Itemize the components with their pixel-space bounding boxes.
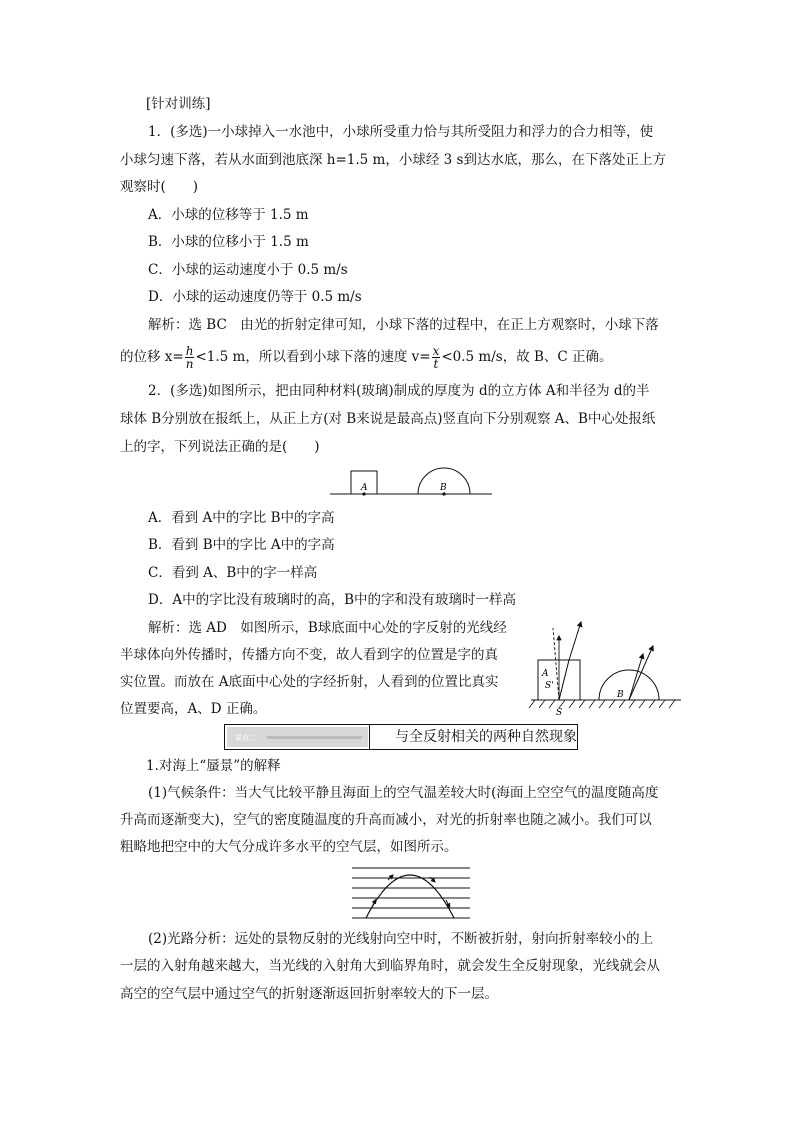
part1-p2-line3: 高空的空气层中通过空气的折射逐渐返回折射率较大的下一层。 <box>120 986 498 1002</box>
fig-label-a: A <box>361 483 368 493</box>
section-badge <box>227 727 368 747</box>
section-title: 与全反射相关的两种自然现象 <box>395 729 577 745</box>
part1-p2-line2: 一层的入射角越来越大，当光线的入射角大到临界角时，就会发生全反射现象，光线就会从 <box>120 958 660 974</box>
frac-num: x <box>432 344 440 358</box>
part1-heading: 1.对海上“蜃景”的解释 <box>146 758 281 774</box>
part1-p1-line1: (1)气候条件：当大气比较平静且海面上的空气温差较大时(海面上空空气的温度随高度 <box>148 785 659 801</box>
fig-label-b: B <box>440 483 447 493</box>
q2-analysis-line4: 位置要高，A、D 正确。 <box>120 701 267 717</box>
q2-line2: 球体 B分别放在报纸上，从正上方(对 B来说是最高点)竖直向下分别观察 A、B中心处报纸 <box>120 411 656 427</box>
frac-den: t <box>433 357 439 371</box>
q1-analysis-text-b: <1.5 m，所以看到小球下落的速度 v= <box>195 349 431 365</box>
q1-analysis-line2 <box>120 345 613 370</box>
frac-den: n <box>185 357 194 371</box>
part1-p1-line2: 升高而逐渐变大)，空气的密度随温度的升高而减小，对光的折射率也随之减小。我们可以 <box>120 812 652 828</box>
q2-line1: 2．(多选)如图所示，把由同种材料(玻璃)制成的厚度为 d的立方体 A和半径为 d的半 <box>148 383 650 399</box>
fig2-label-s: S <box>556 708 563 718</box>
fraction-h-over-n <box>185 345 195 370</box>
air-layers-figure <box>350 862 472 920</box>
q2-analysis-line2: 半球体向外传播时，传播方向不变，故人看到字的位置是字的真 <box>120 647 498 663</box>
fig2-label-b: B <box>617 690 624 700</box>
q1-line3: 观察时( ) <box>120 179 199 195</box>
q2-option-c: C．看到 A、B中的字一样高 <box>148 565 318 581</box>
q2-option-d: D．A中的字比没有玻璃时的高，B中的字和没有玻璃时一样高 <box>148 592 516 608</box>
cube-hemisphere-figure <box>330 466 494 498</box>
q2-analysis-line3: 实位置。而放在 A底面中心处的字经折射，人看到的位置比真实 <box>120 674 499 690</box>
q2-line3: 上的字，下列说法正确的是( ) <box>120 439 320 455</box>
q1-option-c: C．小球的运动速度小于 0.5 m/s <box>148 262 348 278</box>
part1-p1-line3: 粗略地把空中的大气分成许多水平的空气层，如图所示。 <box>120 839 458 855</box>
q1-analysis-line1: 解析：选 BC 由光的折射定律可知，小球下落的过程中，在正上方观察时，小球下落 <box>148 317 659 333</box>
q2-option-a: A．看到 A中的字比 B中的字高 <box>148 510 335 526</box>
section-banner <box>224 724 578 750</box>
q2-option-b: B．看到 B中的字比 A中的字高 <box>148 537 335 553</box>
q1-option-a: A．小球的位移等于 1.5 m <box>148 207 309 223</box>
fraction-x-over-t <box>432 345 441 370</box>
q1-option-d: D．小球的运动速度仍等于 0.5 m/s <box>148 289 362 305</box>
fig2-label-s-prime: S' <box>545 681 554 691</box>
q1-line1: 1．(多选)一小球掉入一水池中，小球所受重力恰与其所受阻力和浮力的合力相等，使 <box>148 124 654 140</box>
q1-line2: 小球匀速下落，若从水面到池底深 h=1.5 m，小球经 3 s到达水底，那么，在下落处正上方 <box>120 152 666 168</box>
q2-analysis-line1: 解析：选 AD 如图所示，B球底面中心处的字反射的光线经 <box>148 620 507 636</box>
frac-num: h <box>185 344 194 358</box>
q1-analysis-text-a: 的位移 x= <box>120 349 184 365</box>
q1-option-b: B．小球的位移小于 1.5 m <box>148 234 309 250</box>
q1-analysis-text-c: <0.5 m/s，故 B、C 正确。 <box>441 349 613 365</box>
refraction-figure <box>527 618 685 720</box>
section-header: [针对训练] <box>146 96 211 112</box>
part1-p2-line1: (2)光路分析：远处的景物反射的光线射向空中时，不断被折射，射向折射率较小的上 <box>148 931 654 947</box>
fig2-label-a: A <box>542 669 549 679</box>
section-badge-text: 要点二 <box>235 734 256 742</box>
